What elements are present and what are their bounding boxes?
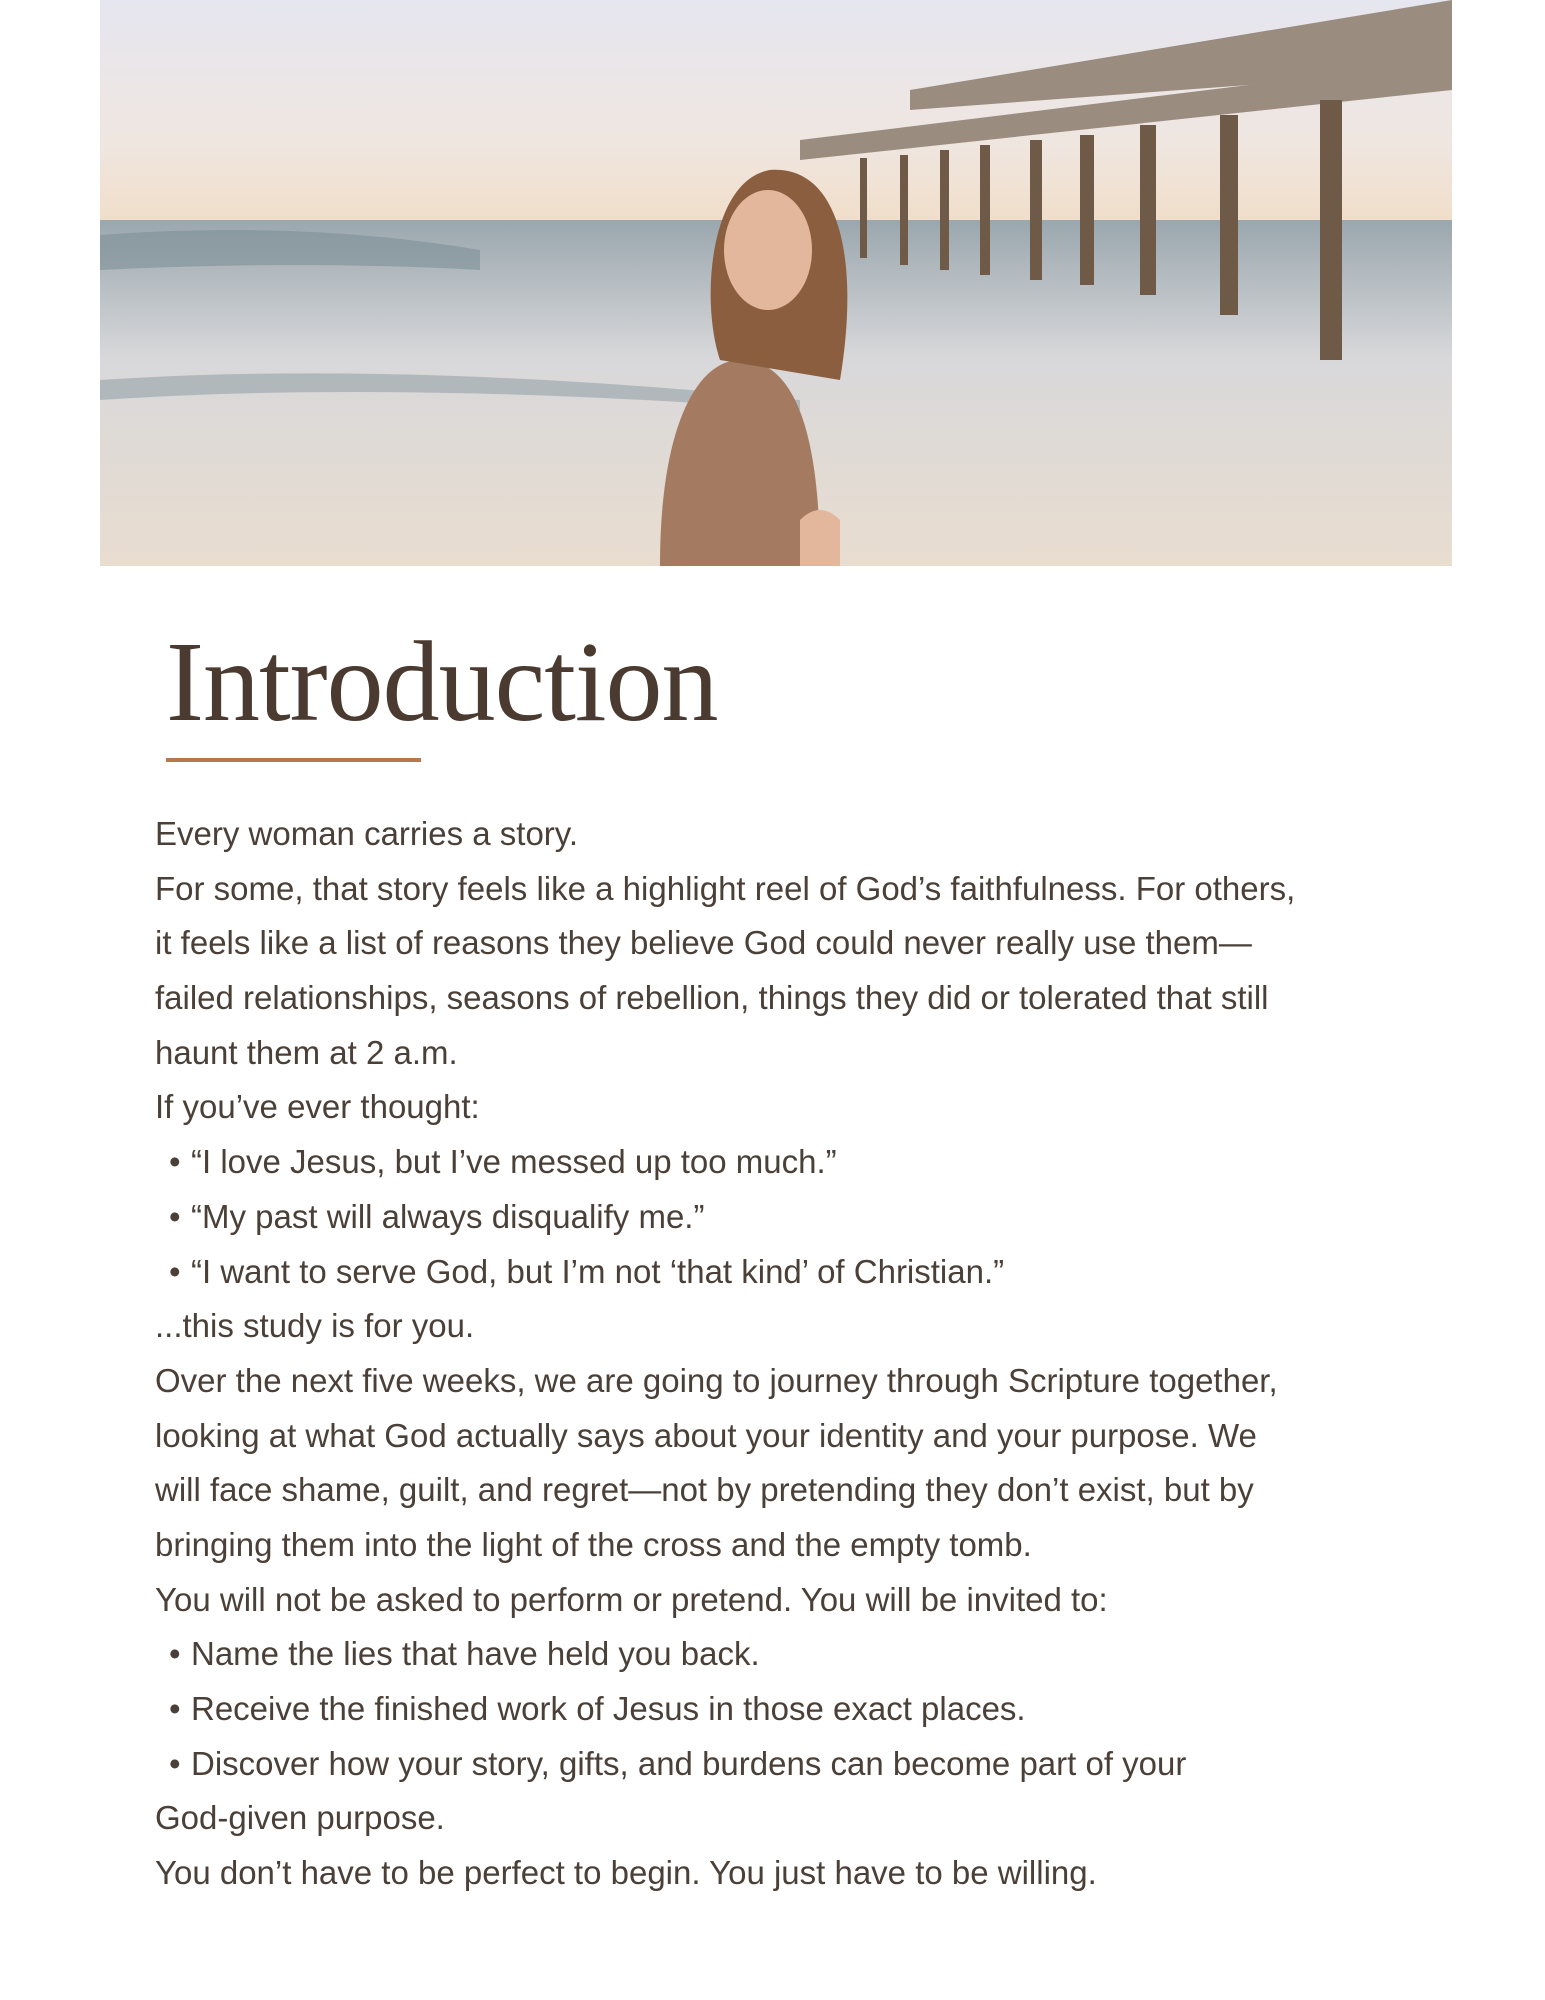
paragraph-line: haunt them at 2 a.m.	[155, 1033, 458, 1071]
list-item	[155, 1135, 1295, 1190]
bullet-icon: •	[169, 1635, 181, 1673]
intro-body	[155, 807, 1295, 1901]
paragraph-line: You don’t have to be perfect to begin. You just have to be willing.	[155, 1854, 1097, 1892]
bullet-icon: •	[169, 1744, 181, 1782]
list-item-text: “My past will always disqualify me.”	[191, 1197, 705, 1235]
paragraph-line: it feels like a list of reasons they believe God could never really use them—	[155, 924, 1252, 962]
list-item-text: “I love Jesus, but I’ve messed up too much.”	[191, 1143, 837, 1181]
list-item	[155, 1737, 1295, 1792]
list-item	[155, 1682, 1295, 1737]
bullet-icon: •	[169, 1197, 181, 1235]
list-item-text: Name the lies that have held you back.	[191, 1635, 760, 1673]
list-item-text: Discover how your story, gifts, and burdens can become part of your	[191, 1744, 1187, 1782]
list-item	[155, 1245, 1295, 1300]
paragraph-line: Every woman carries a story.	[155, 815, 579, 852]
page-title: Introduction	[166, 618, 718, 745]
paragraph-line: Over the next five weeks, we are going to journey through Scripture together,	[155, 1361, 1278, 1399]
paragraph-line: For some, that story feels like a highlight reel of God’s faithfulness. For others,	[155, 869, 1296, 907]
list-item	[155, 1190, 1295, 1245]
bullet-icon: •	[169, 1690, 181, 1727]
title-underline	[166, 758, 421, 762]
list-item-text: “I want to serve God, but I’m not ‘that kind’ of Christian.”	[191, 1252, 1005, 1290]
list-item-text: Receive the finished work of Jesus in those exact places.	[191, 1690, 1026, 1727]
paragraph-line: will face shame, guilt, and regret—not by pretending they don’t exist, but by	[155, 1471, 1254, 1509]
bullet-icon: •	[169, 1143, 181, 1181]
list-item-continuation: God-given purpose.	[155, 1799, 445, 1837]
hero-photo	[100, 0, 1452, 566]
paragraph-line: If you’ve ever thought:	[155, 1088, 480, 1126]
paragraph-line: failed relationships, seasons of rebellion, things they did or tolerated that still	[155, 979, 1269, 1017]
paragraph-line: You will not be asked to perform or pretend. You will be invited to:	[155, 1580, 1108, 1618]
paragraph-line: looking at what God actually says about your identity and your purpose. We	[155, 1416, 1257, 1454]
paragraph-line: bringing them into the light of the cross and the empty tomb.	[155, 1525, 1032, 1563]
list-item	[155, 1627, 1295, 1682]
beach-pier-image	[100, 0, 1452, 566]
bullet-icon: •	[169, 1252, 181, 1290]
paragraph-line: ...this study is for you.	[155, 1307, 475, 1345]
